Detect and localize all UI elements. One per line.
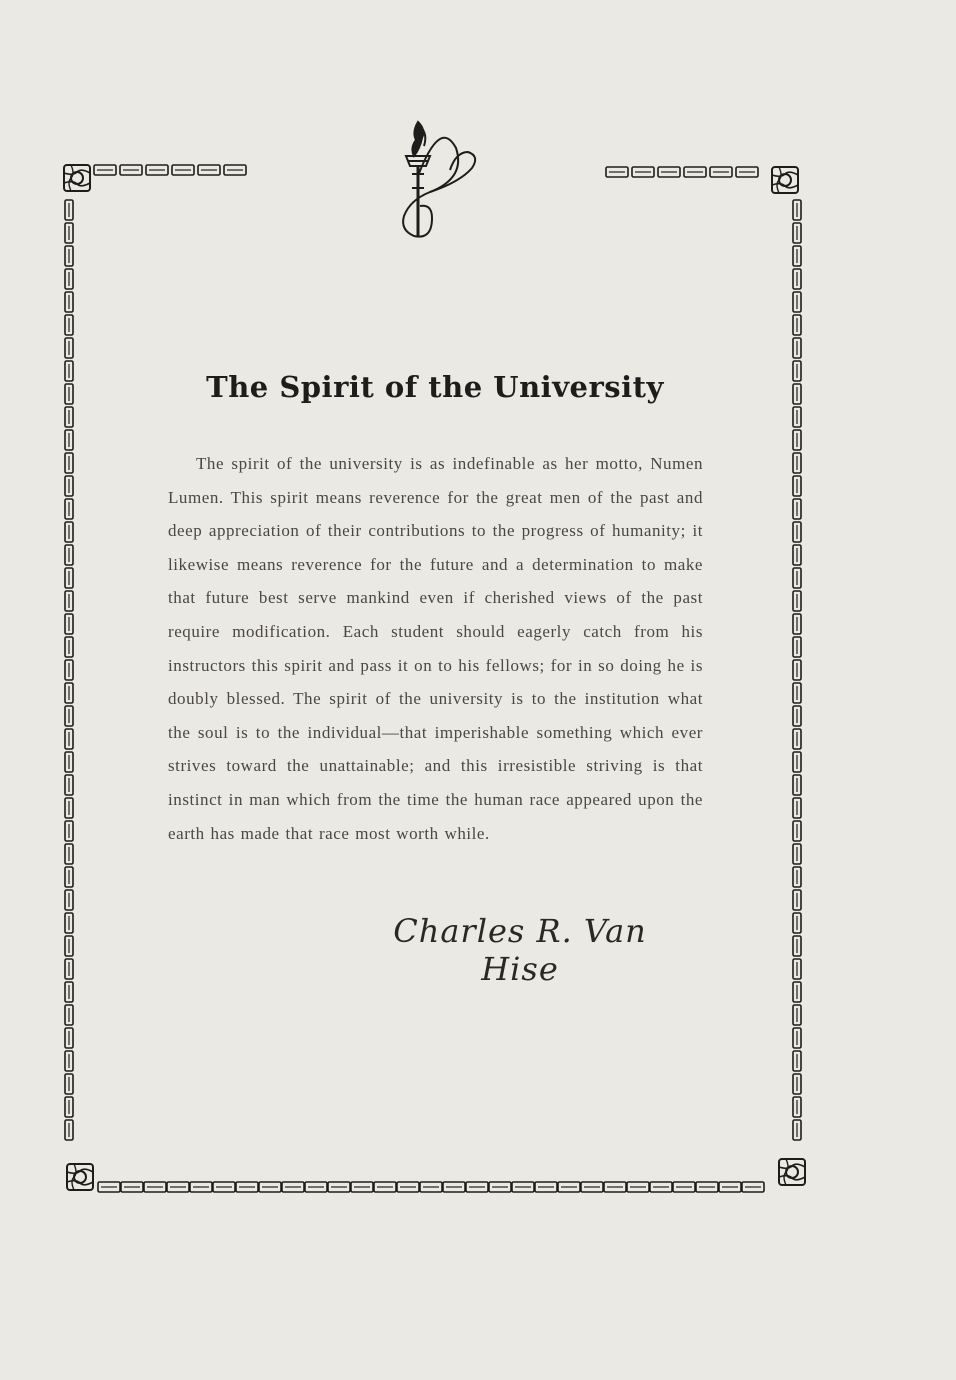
chain-link bbox=[65, 798, 73, 818]
corner-knot-top-right bbox=[772, 167, 798, 193]
chain-link bbox=[65, 683, 73, 703]
chain-link bbox=[581, 1182, 603, 1192]
chain-link bbox=[328, 1182, 350, 1192]
chain-link bbox=[65, 821, 73, 841]
chain-link bbox=[793, 384, 801, 404]
chain-link bbox=[793, 1074, 801, 1094]
chain-link bbox=[793, 614, 801, 634]
chain-link bbox=[512, 1182, 534, 1192]
chain-link bbox=[397, 1182, 419, 1192]
chain-link bbox=[793, 269, 801, 289]
chain-link bbox=[65, 499, 73, 519]
chain-link bbox=[793, 683, 801, 703]
chain-link bbox=[65, 913, 73, 933]
chain-link bbox=[793, 545, 801, 565]
chain-link bbox=[793, 660, 801, 680]
chain-link bbox=[793, 890, 801, 910]
chain-link bbox=[65, 637, 73, 657]
chain-link bbox=[65, 1120, 73, 1140]
chain-link bbox=[793, 591, 801, 611]
chain-link bbox=[65, 1051, 73, 1071]
torch-emblem bbox=[403, 122, 475, 237]
chain-link bbox=[65, 568, 73, 588]
chain-link bbox=[793, 200, 801, 220]
chain-link bbox=[65, 407, 73, 427]
chain-link bbox=[65, 1097, 73, 1117]
bottom-chain bbox=[98, 1182, 764, 1192]
signature: Charles R. Van Hise bbox=[393, 912, 647, 988]
chain-link bbox=[793, 775, 801, 795]
chain-link bbox=[489, 1182, 511, 1192]
top-left-chain bbox=[94, 165, 246, 175]
top-right-chain bbox=[606, 167, 758, 177]
chain-link bbox=[793, 499, 801, 519]
chain-link bbox=[65, 614, 73, 634]
chain-link bbox=[793, 936, 801, 956]
chain-link bbox=[65, 246, 73, 266]
chain-link bbox=[793, 430, 801, 450]
left-chain bbox=[65, 200, 73, 1140]
chain-link bbox=[259, 1182, 281, 1192]
chain-link bbox=[65, 545, 73, 565]
chain-link bbox=[65, 384, 73, 404]
corner-knot-bottom-right bbox=[779, 1159, 805, 1185]
chain-link bbox=[65, 729, 73, 749]
chain-link bbox=[793, 453, 801, 473]
chain-link bbox=[443, 1182, 465, 1192]
chain-link bbox=[190, 1182, 212, 1192]
chain-link bbox=[65, 269, 73, 289]
body-paragraph: The spirit of the university is as indefinable as her motto, Numen Lumen. This spirit means reverence for the great men of the past and deep appreciation of their contributions to the progress of humanity; it likewise means reverence for the future and a determination to make that future best serve mankind even if cherished views of the past require modification. Each student should eagerly catch from his instructors this spirit and pass it on to his fellows; for in so doing he is doubly blessed. The spirit of the university is to the institution what the soul is to the individual—that imperishable something which ever strives toward the unattainable; and this irresistible striving is that instinct in man which from the time the human race appeared upon the earth has made that race most worth while. bbox=[168, 454, 703, 843]
chain-link bbox=[793, 867, 801, 887]
chain-link bbox=[65, 844, 73, 864]
chain-link bbox=[793, 729, 801, 749]
chain-link bbox=[742, 1182, 764, 1192]
right-chain bbox=[793, 200, 801, 1140]
chain-link bbox=[696, 1182, 718, 1192]
chain-link bbox=[65, 315, 73, 335]
chain-link bbox=[65, 223, 73, 243]
chain-link bbox=[604, 1182, 626, 1192]
chain-link bbox=[793, 1028, 801, 1048]
chain-link bbox=[793, 844, 801, 864]
chain-link bbox=[65, 292, 73, 312]
chain-link bbox=[65, 200, 73, 220]
chain-link bbox=[793, 752, 801, 772]
chain-link bbox=[793, 522, 801, 542]
chain-link bbox=[236, 1182, 258, 1192]
chain-link bbox=[793, 821, 801, 841]
chain-link bbox=[793, 315, 801, 335]
chain-link bbox=[793, 407, 801, 427]
chain-link bbox=[65, 1005, 73, 1025]
chain-link bbox=[65, 453, 73, 473]
chain-link bbox=[65, 890, 73, 910]
chain-link bbox=[144, 1182, 166, 1192]
chain-link bbox=[65, 522, 73, 542]
chain-link bbox=[65, 476, 73, 496]
chain-link bbox=[65, 1028, 73, 1048]
chain-link bbox=[466, 1182, 488, 1192]
chain-link bbox=[121, 1182, 143, 1192]
chain-link bbox=[98, 1182, 120, 1192]
chain-link bbox=[420, 1182, 442, 1192]
chain-link bbox=[793, 706, 801, 726]
chain-link bbox=[793, 292, 801, 312]
chain-link bbox=[167, 1182, 189, 1192]
chain-link bbox=[65, 752, 73, 772]
chain-link bbox=[793, 361, 801, 381]
chain-link bbox=[65, 1074, 73, 1094]
chain-link bbox=[65, 430, 73, 450]
chain-link bbox=[65, 706, 73, 726]
chain-link bbox=[793, 476, 801, 496]
chain-link bbox=[793, 1051, 801, 1071]
chain-link bbox=[793, 223, 801, 243]
corner-knot-bottom-left bbox=[67, 1164, 93, 1190]
chain-link bbox=[793, 982, 801, 1002]
chain-link bbox=[793, 568, 801, 588]
chain-link bbox=[282, 1182, 304, 1192]
chain-link bbox=[65, 982, 73, 1002]
chain-link bbox=[793, 637, 801, 657]
chain-link bbox=[65, 867, 73, 887]
chain-link bbox=[65, 775, 73, 795]
page-title: The Spirit of the University bbox=[206, 370, 664, 404]
chain-link bbox=[793, 913, 801, 933]
chain-link bbox=[65, 660, 73, 680]
chain-link bbox=[213, 1182, 235, 1192]
chain-link bbox=[793, 798, 801, 818]
chain-link bbox=[65, 361, 73, 381]
chain-link bbox=[793, 338, 801, 358]
chain-link bbox=[719, 1182, 741, 1192]
chain-link bbox=[65, 959, 73, 979]
chain-link bbox=[650, 1182, 672, 1192]
chain-link bbox=[65, 338, 73, 358]
chain-link bbox=[558, 1182, 580, 1192]
chain-link bbox=[65, 591, 73, 611]
chain-link bbox=[351, 1182, 373, 1192]
chain-link bbox=[305, 1182, 327, 1192]
corner-knot-top-left bbox=[64, 165, 90, 191]
chain-link bbox=[793, 1120, 801, 1140]
chain-link bbox=[793, 246, 801, 266]
chain-link bbox=[535, 1182, 557, 1192]
chain-link bbox=[793, 1097, 801, 1117]
chain-link bbox=[374, 1182, 396, 1192]
chain-link bbox=[627, 1182, 649, 1192]
chain-link bbox=[65, 936, 73, 956]
chain-link bbox=[673, 1182, 695, 1192]
chain-link bbox=[793, 1005, 801, 1025]
chain-link bbox=[793, 959, 801, 979]
